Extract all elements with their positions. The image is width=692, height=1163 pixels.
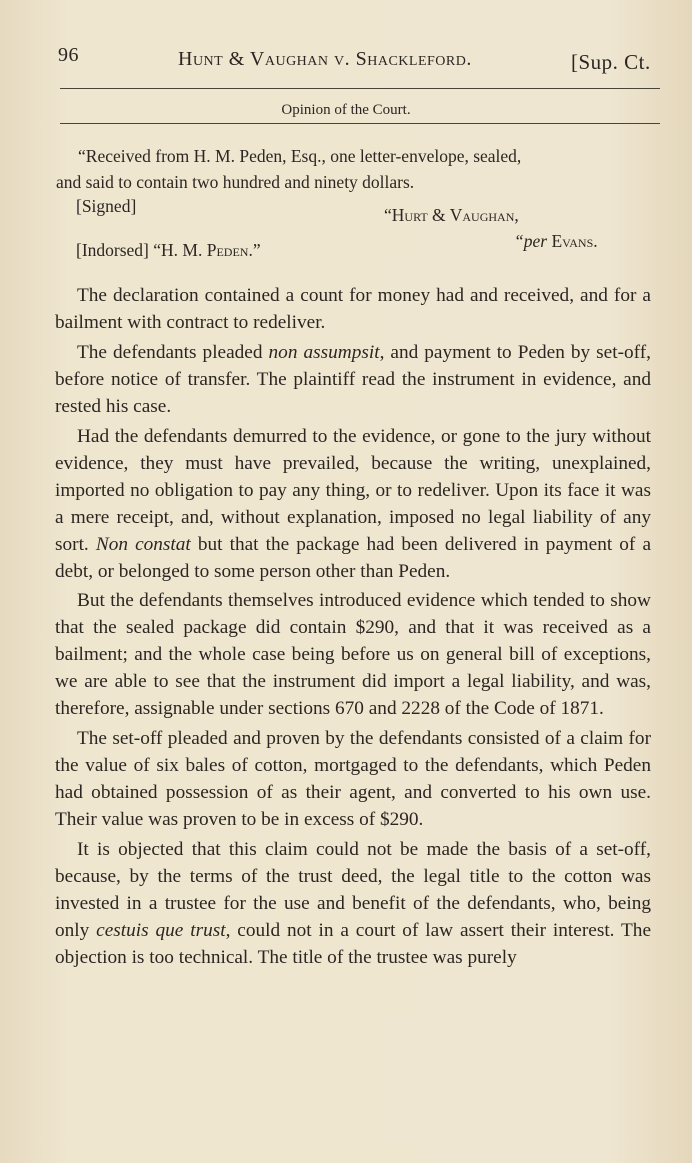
paragraph-2-text-a: The defendants pleaded: [77, 341, 269, 363]
paragraph-4-text: But the defendants themselves introduced evidence which tended to show that the sealed package did contain $290, and that it was received as a bailment; and the whole case being before us on general bill of exceptions, we are able to see that the instrument did import a legal liability, and was, therefore, assignable under sections 670 and 2228 of the Code of 1871.: [55, 590, 651, 720]
paragraph-6: [55, 837, 651, 972]
paragraph-3: [55, 424, 651, 586]
paragraph-4: [55, 588, 651, 723]
paragraph-5: [55, 726, 651, 834]
receipt-line-2: and said to contain two hundred and ninety dollars.: [56, 172, 415, 192]
signed-label: [Signed]: [76, 196, 137, 216]
page-number: 96: [58, 44, 79, 66]
per-line: [514, 231, 598, 252]
per-name: Evans.: [551, 231, 598, 251]
paragraph-3-text-a: Had the defendants demurred to the evidence, or gone to the jury without evidence, they must have prevailed, because the writing, unexplained, imported no obligation to pay any thing, or to redeliver. Upon its face it was a mere receipt, and, without explanation, imposed no legal liability of any sort.: [55, 425, 651, 555]
header-rule: [60, 88, 660, 89]
receipt-line-1: “Received from H. M. Peden, Esq., one letter-envelope, sealed,: [78, 146, 522, 166]
paragraph-6-italic: cestuis que trust: [96, 919, 226, 941]
paragraph-1-text: The declaration contained a count for money had and received, and for a bailment with contract to redeliver.: [55, 285, 651, 333]
paragraph-2-italic: non assumpsit: [268, 341, 380, 363]
court-label: [Sup. Ct.: [571, 50, 651, 74]
indorsed-name: Peden.”: [206, 240, 261, 260]
paragraph-5-text: The set-off pleaded and proven by the defendants consisted of a claim for the value of six bales of cotton, mortgaged to the defendants, which Peden had obtained possession of as their agent, and converted to his own use. Their value was proven to be in excess of $290.: [55, 728, 651, 831]
paragraph-1: [55, 283, 651, 337]
page-header: [58, 40, 666, 80]
per-label: “per: [514, 231, 548, 251]
paragraph-2-text-b: , and payment to Peden by set-off, before notice of transfer. The plaintiff read the instrument in evidence, and rested his case.: [55, 341, 651, 417]
signature: “Hurt & Vaughan,: [384, 205, 519, 225]
paragraph-2: [55, 340, 651, 421]
opinion-body: [55, 283, 651, 972]
indorsed-label: [Indorsed] “H. M.: [76, 240, 203, 260]
running-title: Hunt & Vaughan v. Shackleford.: [178, 48, 472, 70]
indorsed-line: [76, 240, 261, 261]
paragraph-6-text-a: It is objected that this claim could not be made the basis of a set-off, because, by the terms of the trust deed, the legal title to the cotton was invested in a trustee for the use and benefit of the defendants, who, being only: [55, 839, 651, 941]
paragraph-6-text-b: , could not in a court of law assert their interest. The objection is too technical. The title of the trustee was purely: [55, 919, 651, 968]
paragraph-3-italic: Non constat: [95, 533, 191, 555]
paragraph-3-text-b: but that the package had been delivered in payment of a debt, or belonged to some person other than Peden.: [55, 533, 652, 582]
subheader-rule: [60, 123, 660, 124]
section-subheader: Opinion of the Court.: [281, 102, 411, 118]
